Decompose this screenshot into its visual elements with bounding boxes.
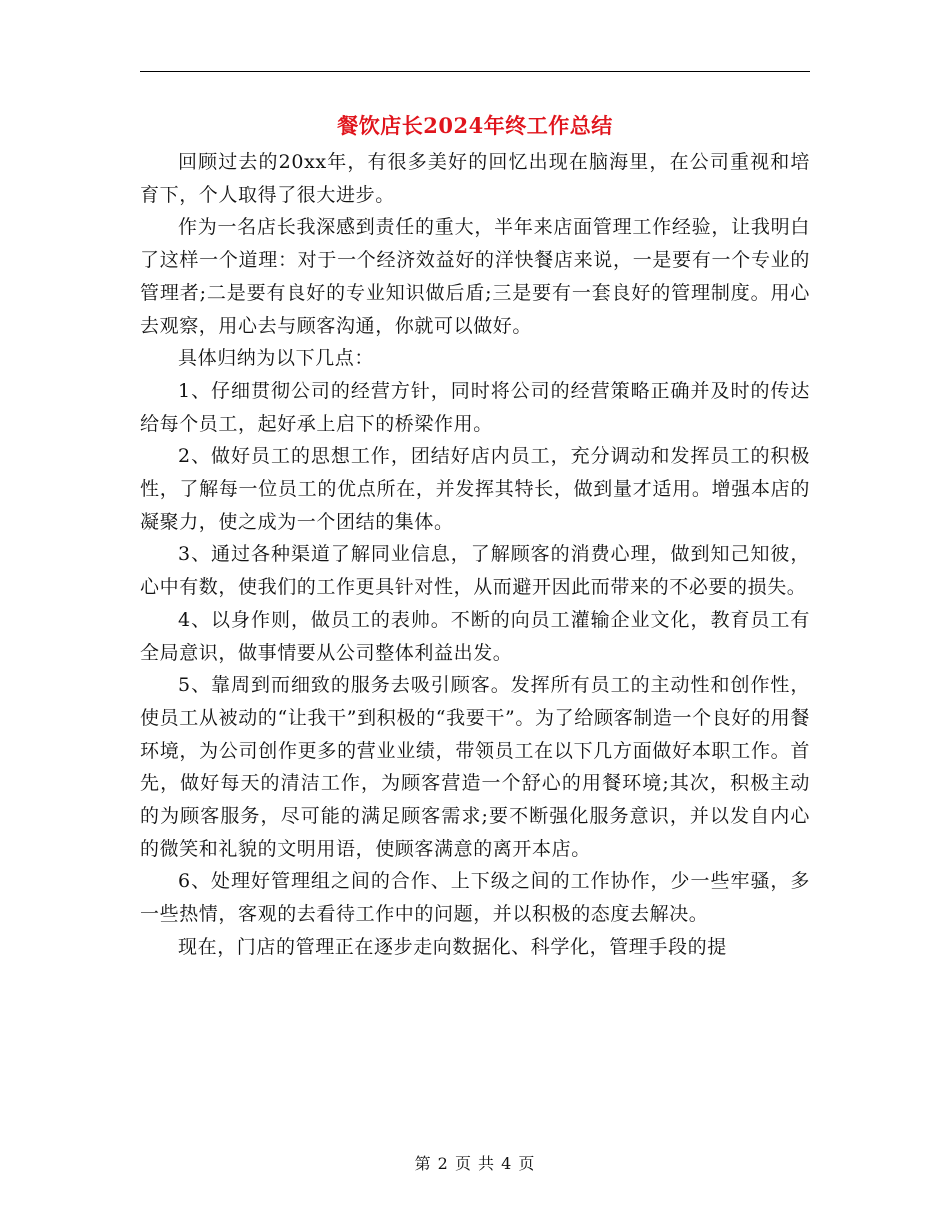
- paragraph: 6、处理好管理组之间的合作、上下级之间的工作协作，少一些牢骚，多一些热情，客观的去看待工作中的问题，并以积极的态度去解决。: [140, 870, 810, 926]
- header-rule: [140, 71, 810, 72]
- paragraph: 回顾过去的20xx年，有很多美好的回忆出现在脑海里，在公司重视和培育下，个人取得了很大进步。: [140, 151, 810, 206]
- paragraph: 具体归纳为以下几点：: [178, 347, 375, 370]
- paragraph: 4、以身作则，做员工的表帅。不断的向员工灌输企业文化，教育员工有全局意识，做事情要从公司整体利益出发。: [140, 608, 810, 664]
- paragraph: 1、仔细贯彻公司的经营方针，同时将公司的经营策略正确并及时的传达给每个员工，起好承上启下的桥梁作用。: [140, 379, 810, 435]
- page-footer: [140, 1152, 810, 1176]
- paragraph: 作为一名店长我深感到责任的重大，半年来店面管理工作经验，让我明白了这样一个道理：对于一个经济效益好的洋快餐店来说，一是要有一个专业的管理者;二是要有良好的专业知识做后盾;三是要有一套良好的管理制度。用心去观察，用心去与顾客沟通，你就可以做好。: [140, 216, 810, 337]
- paragraph: 3、通过各种渠道了解同业信息，了解顾客的消费心理，做到知己知彼，心中有数，使我们的工作更具针对性，从而避开因此而带来的不必要的损失。: [140, 543, 810, 599]
- paragraph: 现在，门店的管理正在逐步走向数据化、科学化，管理手段的提: [178, 935, 727, 958]
- document-body: [140, 146, 810, 964]
- paragraph: 2、做好员工的思想工作，团结好店内员工，充分调动和发挥员工的积极性，了解每一位员工的优点所在，并发挥其特长，做到量才适用。增强本店的凝聚力，使之成为一个团结的集体。: [140, 445, 810, 533]
- document-title: 餐饮店长2024年终工作总结: [337, 113, 613, 138]
- paragraph: 5、靠周到而细致的服务去吸引顾客。发挥所有员工的主动性和创作性，使员工从被动的“让我干”到积极的“我要干”。为了给顾客制造一个良好的用餐环境，为公司创作更多的营业业绩，带领员工在以下几方面做好本职工作。首先，做好每天的清洁工作，为顾客营造一个舒心的用餐环境;其次，积极主动的为顾客服务，尽可能的满足顾客需求;要不断强化服务意识，并以发自内心的微笑和礼貌的文明用语，使顾客满意的离开本店。: [140, 674, 810, 860]
- page-number-label: 第 2 页 共 4 页: [414, 1154, 536, 1173]
